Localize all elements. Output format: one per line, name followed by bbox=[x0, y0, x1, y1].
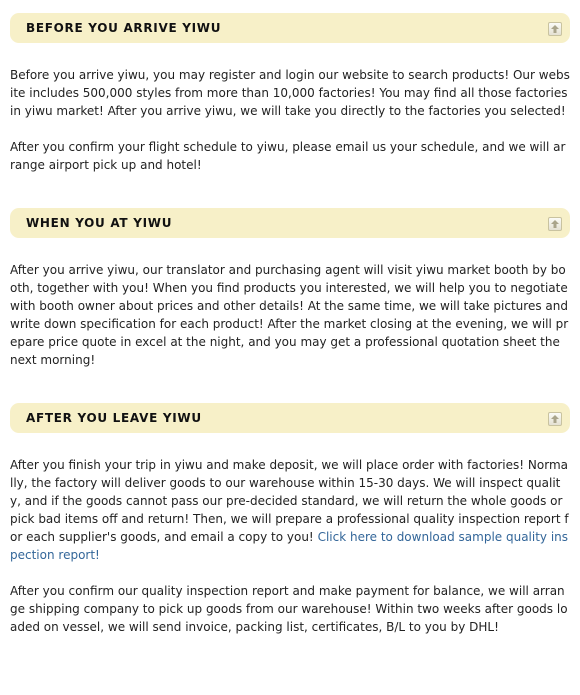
section-title: BEFORE YOU ARRIVE YIWU bbox=[26, 21, 222, 35]
section-body bbox=[10, 456, 570, 636]
page bbox=[0, 13, 580, 695]
section-header-after-leave bbox=[10, 403, 570, 433]
section-title: AFTER YOU LEAVE YIWU bbox=[26, 411, 202, 425]
download-inspection-report-link[interactable]: Click here to download sample quality inspection report! bbox=[10, 530, 569, 562]
paragraph-text: After you finish your trip in yiwu and make deposit, we will place order with factories! Normally, the factory will deliver goods to our warehouse within 15-30 days. We will inspect quality, and if the goods cannot pass our pre-decided standard, we will return the whole goods or pick bad items off and return! Then, we will prepare a professional quality inspection report for each supplier's goods, and email a copy to you! bbox=[10, 458, 569, 544]
paragraph bbox=[10, 456, 570, 564]
section-header-before-arrive bbox=[10, 13, 570, 43]
up-arrow-icon bbox=[550, 414, 560, 424]
paragraph: After you confirm your flight schedule to yiwu, please email us your schedule, and we will arrange airport pick up and hotel! bbox=[10, 140, 566, 172]
paragraph: After you confirm our quality inspection report and make payment for balance, we will arrange shipping company to pick up goods from our warehouse! Within two weeks after goods loaded on vessel, we will send invoice, packing list, certificates, B/L to you by DHL! bbox=[10, 584, 568, 634]
up-arrow-icon bbox=[550, 219, 560, 229]
section-when-at-yiwu bbox=[10, 208, 570, 369]
section-body bbox=[10, 66, 570, 174]
back-to-top-button[interactable] bbox=[548, 22, 562, 36]
up-arrow-icon bbox=[550, 24, 560, 34]
section-after-leave bbox=[10, 403, 570, 636]
back-to-top-button[interactable] bbox=[548, 412, 562, 426]
section-title: WHEN YOU AT YIWU bbox=[26, 216, 173, 230]
back-to-top-button[interactable] bbox=[548, 217, 562, 231]
paragraph: Before you arrive yiwu, you may register and login our website to search products! Our website includes 500,000 styles from more than 10,000 factories! You may find all those factories in yiwu market! After you arrive yiwu, we will take you directly to the factories you selected! bbox=[10, 68, 570, 118]
section-body bbox=[10, 261, 570, 369]
section-before-arrive bbox=[10, 13, 570, 174]
section-header-when-at-yiwu bbox=[10, 208, 570, 238]
paragraph: After you arrive yiwu, our translator and purchasing agent will visit yiwu market booth by booth, together with you! When you find products you interested, we will help you to negotiate with booth owner about prices and other details! At the same time, we will take pictures and write down specification for each product! After the market closing at the evening, we will prepare price quote in excel at the night, and you may get a professional quotation sheet the next morning! bbox=[10, 263, 569, 367]
